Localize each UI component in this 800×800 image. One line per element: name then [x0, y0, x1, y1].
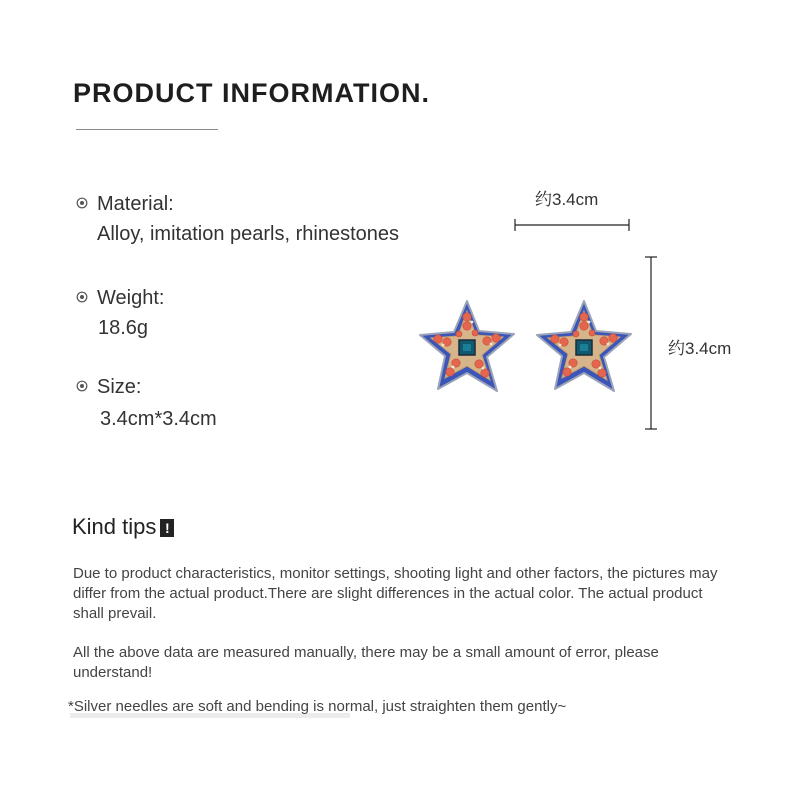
tips-paragraph-1: Due to product characteristics, monitor settings, shooting light and other factors, the pictures may differ from the actual product.There are slight differences in the actual color. The actual product shall prevail.	[73, 565, 718, 622]
width-dimension-line	[515, 219, 629, 231]
spec-material-label: Material:	[97, 193, 174, 215]
height-dimension-line	[645, 257, 657, 429]
kind-tips-label: Kind tips	[72, 514, 157, 539]
earring-right	[537, 301, 631, 391]
width-dimension-label: 约3.4cm	[535, 190, 599, 209]
spec-material-value: Alloy, imitation pearls, rhinestones	[97, 223, 399, 245]
page-title: PRODUCT INFORMATION.	[73, 78, 430, 108]
spec-weight-value: 18.6g	[98, 317, 149, 339]
tips-paragraph-2: All the above data are measured manually, there may be a small amount of error, please understand!	[73, 644, 659, 681]
height-dimension-label: 约3.4cm	[668, 339, 732, 358]
kind-tips-heading	[72, 514, 174, 540]
exclamation-icon: !	[160, 519, 174, 537]
earring-left	[420, 301, 514, 391]
needle-note: *Silver needles are soft and bending is normal, just straighten them gently~	[68, 698, 567, 715]
spec-weight-label: Weight:	[97, 287, 165, 309]
spec-size-label: Size:	[97, 376, 142, 398]
spec-size-value: 3.4cm*3.4cm	[100, 408, 217, 430]
